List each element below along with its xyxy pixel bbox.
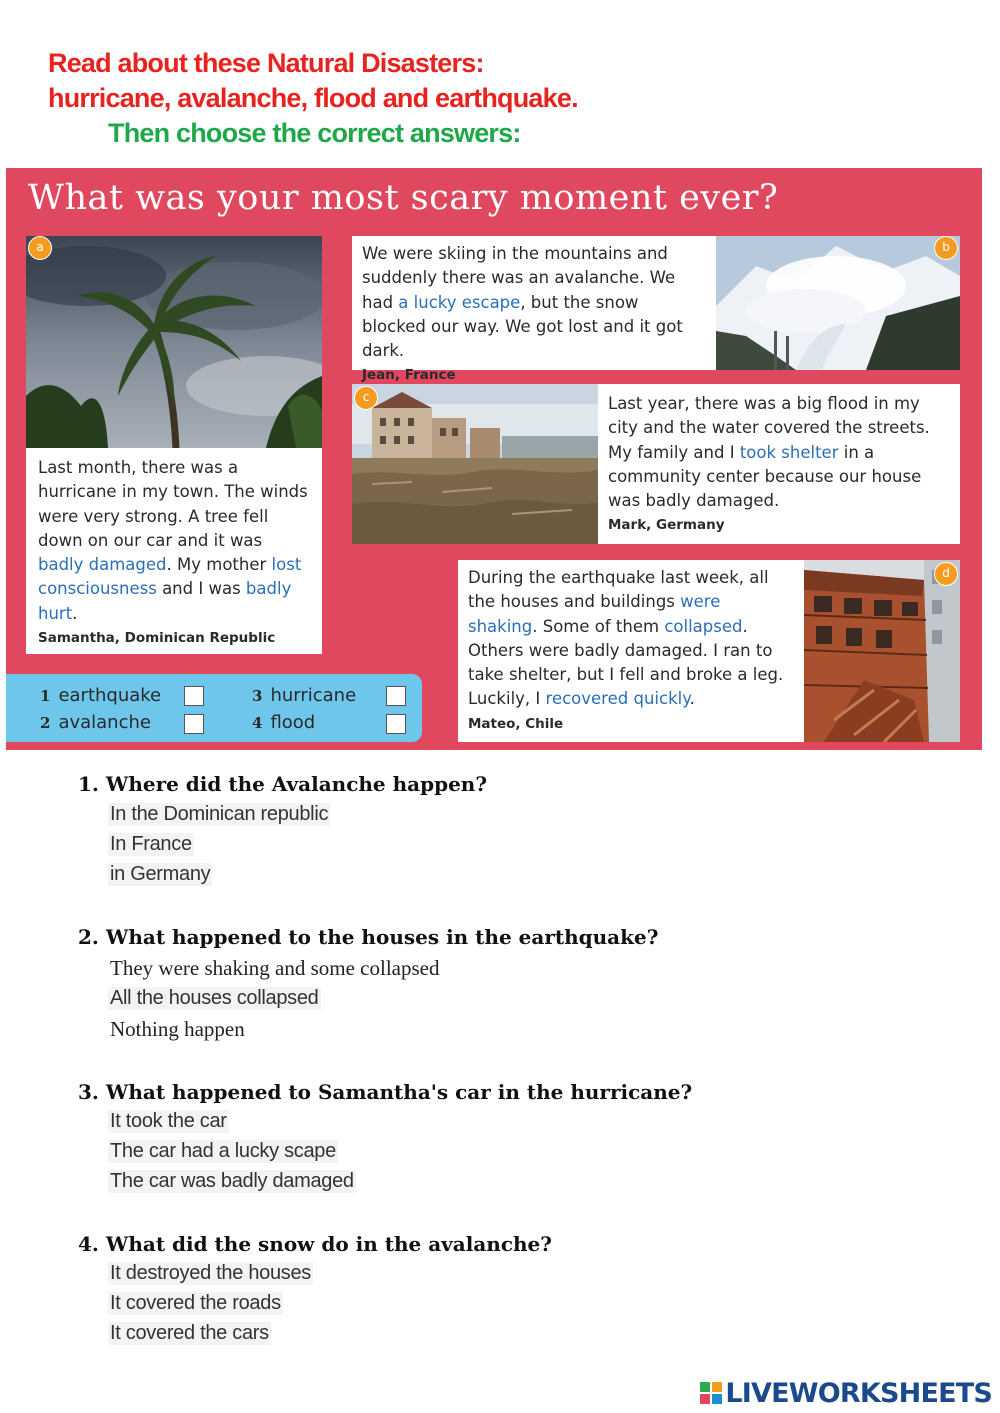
story-author-hurricane: Samantha, Dominican Republic bbox=[38, 630, 276, 647]
story-badge-b: b bbox=[934, 236, 958, 260]
brand-name: LIVEWORKSHEETS bbox=[725, 1378, 992, 1409]
story-card-flood bbox=[598, 384, 960, 544]
story-card-avalanche bbox=[352, 236, 716, 384]
question-1: 1. Where did the Avalanche happen? bbox=[78, 772, 488, 796]
checkbox-flood[interactable] bbox=[386, 714, 406, 734]
q2-option-1[interactable]: They were shaking and some collapsed bbox=[110, 956, 440, 980]
reading-panel bbox=[6, 168, 982, 750]
q4-option-1[interactable]: It destroyed the houses bbox=[110, 1262, 312, 1284]
question-3: 3. What happened to Samantha's car in the hurricane? bbox=[78, 1080, 693, 1104]
question-2: 2. What happened to the houses in the earthquake? bbox=[78, 925, 659, 949]
story-card-hurricane bbox=[26, 448, 322, 654]
instruction-line-1: Read about these Natural Disasters: bbox=[48, 48, 484, 78]
q3-option-2[interactable]: The car had a lucky scape bbox=[110, 1140, 336, 1162]
story-card-earthquake bbox=[458, 560, 804, 742]
story-text-earthquake: During the earthquake last week, all the houses and buildings were shaking. Some of them collapsed. Others were badly damaged. I ran to take shelter, but I fell and broke a leg. Luckily, I recovered quickly. bbox=[468, 568, 784, 709]
liveworksheets-brand bbox=[700, 1378, 992, 1409]
q4-option-3[interactable]: It covered the cars bbox=[110, 1322, 269, 1344]
key-item-flood: 4 flood bbox=[252, 712, 316, 733]
q3-option-3[interactable]: The car was badly damaged bbox=[110, 1170, 354, 1192]
story-badge-c: c bbox=[354, 386, 378, 410]
story-author-avalanche: Jean, France bbox=[362, 367, 456, 384]
story-badge-a: a bbox=[28, 236, 52, 260]
story-author-earthquake: Mateo, Chile bbox=[468, 715, 564, 732]
checkbox-hurricane[interactable] bbox=[386, 686, 406, 706]
story-text-avalanche: We were skiing in the mountains and suddenly there was an avalanche. We had a lucky escape, but the snow blocked our way. We got lost and it got dark. bbox=[362, 244, 683, 361]
q2-option-3[interactable]: Nothing happen bbox=[110, 1017, 245, 1041]
earthquake-photo bbox=[804, 560, 960, 742]
story-text-flood: Last year, there was a big flood in my city and the water covered the streets. My family and I took shelter in a community center because our house was badly damaged. bbox=[608, 394, 930, 511]
key-item-avalanche: 2 avalanche bbox=[40, 712, 151, 733]
instruction-line-3: Then choose the correct answers: bbox=[108, 118, 521, 148]
q3-option-1[interactable]: It took the car bbox=[110, 1110, 227, 1132]
q1-option-3[interactable]: in Germany bbox=[110, 863, 211, 885]
story-badge-d: d bbox=[934, 562, 958, 586]
avalanche-photo bbox=[716, 236, 960, 370]
q1-option-1[interactable]: In the Dominican republic bbox=[110, 803, 329, 825]
q4-option-2[interactable]: It covered the roads bbox=[110, 1292, 281, 1314]
flood-photo bbox=[352, 384, 598, 544]
q1-option-2[interactable]: In France bbox=[110, 833, 192, 855]
disaster-key-box bbox=[6, 674, 422, 742]
story-text-hurricane: Last month, there was a hurricane in my town. The winds were very strong. A tree fell down on our car and it was badly damaged. My mother lost consciousness and I was badly hurt. bbox=[38, 458, 308, 623]
checkbox-avalanche[interactable] bbox=[184, 714, 204, 734]
checkbox-earthquake[interactable] bbox=[184, 686, 204, 706]
instruction-line-2: hurricane, avalanche, flood and earthquake. bbox=[48, 83, 578, 113]
q2-option-2[interactable]: All the houses collapsed bbox=[110, 987, 319, 1009]
liveworksheets-logo-icon bbox=[700, 1382, 722, 1404]
panel-title: What was your most scary moment ever? bbox=[28, 178, 779, 218]
story-author-flood: Mark, Germany bbox=[608, 517, 725, 534]
hurricane-photo bbox=[26, 236, 322, 448]
key-item-hurricane: 3 hurricane bbox=[252, 685, 357, 706]
question-4: 4. What did the snow do in the avalanche? bbox=[78, 1232, 552, 1256]
key-item-earthquake: 1 earthquake bbox=[40, 685, 162, 706]
